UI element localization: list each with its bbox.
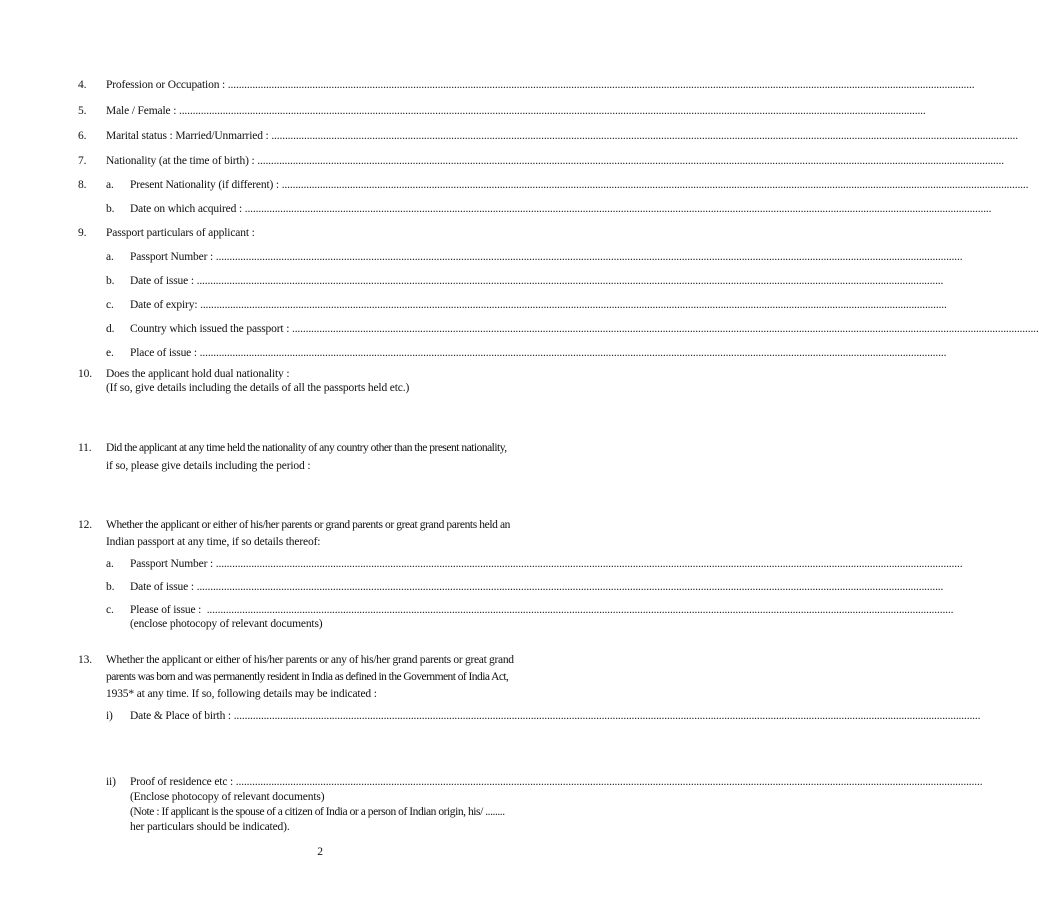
ancestral-date-of-issue-field[interactable]: .................................................................................................................................................................................................................................................................................. xyxy=(196,581,944,593)
ancestral-passport-number-field[interactable]: .................................................................................................................................................................................................................................................................................. xyxy=(215,558,963,570)
item-letter: b. xyxy=(106,581,115,593)
question-number: 6. xyxy=(78,130,87,142)
issuing-country-field[interactable]: .................................................................................................................................................................................................................................................................................. xyxy=(291,323,1039,335)
passport-number-field[interactable]: .................................................................................................................................................................................................................................................................................. xyxy=(215,251,963,263)
passport-particulars-heading: Passport particulars of applicant : xyxy=(106,227,255,239)
question-number: 5. xyxy=(78,105,87,117)
question-number: 7. xyxy=(78,155,87,167)
item-letter: b. xyxy=(106,275,115,287)
date-of-issue-label: Date of issue : xyxy=(130,275,197,287)
item-letter: ii) xyxy=(106,776,116,788)
dual-nationality-instruction: (If so, give details including the details of all the passports held etc.) xyxy=(106,382,410,394)
item-letter: c. xyxy=(106,604,114,616)
item-letter: e. xyxy=(106,347,114,359)
ancestral-passport-instruction: Indian passport at any time, if so details thereof: xyxy=(106,536,321,548)
ancestral-passport-question: Whether the applicant or either of his/her parents or grand parents or great grand parents held an xyxy=(106,519,511,531)
nationality-at-birth-label: Nationality (at the time of birth) : xyxy=(106,155,258,167)
proof-of-residence-label: Proof of residence etc : xyxy=(130,776,236,788)
ancestral-residence-question-cont: parents was born and was permanently resident in India as defined in the Government of India Act, xyxy=(106,671,509,683)
ancestral-residence-instruction: 1935* at any time. If so, following details may be indicated : xyxy=(106,688,377,700)
question-number: 8. xyxy=(78,179,87,191)
date-acquired-field[interactable]: .................................................................................................................................................................................................................................................................................. xyxy=(244,203,992,215)
date-place-of-birth-field[interactable]: .................................................................................................................................................................................................................................................................................. xyxy=(233,710,981,722)
date-of-issue-field[interactable]: .................................................................................................................................................................................................................................................................................. xyxy=(196,275,944,287)
profession-label: Profession or Occupation : xyxy=(106,79,228,91)
item-letter: d. xyxy=(106,323,115,335)
page-number: 2 xyxy=(317,846,323,858)
place-of-issue-label: Place of issue : xyxy=(130,347,200,359)
place-of-issue-field[interactable]: .................................................................................................................................................................................................................................................................................. xyxy=(199,347,947,359)
spouse-note: (Note : If applicant is the spouse of a citizen of India or a person of Indian origin, his/ ........ xyxy=(130,806,505,818)
passport-number-label: Passport Number : xyxy=(130,251,216,263)
date-place-of-birth-label: Date & Place of birth : xyxy=(130,710,234,722)
ancestral-place-of-issue-label: Please of issue : xyxy=(130,604,207,616)
date-of-expiry-field[interactable]: .................................................................................................................................................................................................................................................................................. xyxy=(200,299,947,311)
ancestral-passport-number-label: Passport Number : xyxy=(130,558,216,570)
question-number: 4. xyxy=(78,79,87,91)
item-letter: a. xyxy=(106,179,114,191)
question-number: 11. xyxy=(78,442,92,454)
spouse-note-cont: her particulars should be indicated). xyxy=(130,821,290,833)
date-of-expiry-label: Date of expiry: xyxy=(130,299,201,311)
question-number: 9. xyxy=(78,227,87,239)
issuing-country-label: Country which issued the passport : xyxy=(130,323,292,335)
previous-nationality-instruction: if so, please give details including the period : xyxy=(106,460,311,472)
question-number: 12. xyxy=(78,519,92,531)
dual-nationality-question: Does the applicant hold dual nationality : xyxy=(106,368,290,380)
previous-nationality-question: Did the applicant at any time held the nationality of any country other than the present nationality, xyxy=(106,442,507,454)
item-letter: i) xyxy=(106,710,113,722)
question-number: 10. xyxy=(78,368,92,380)
item-letter: a. xyxy=(106,558,114,570)
marital-status-label: Marital status : Married/Unmarried : xyxy=(106,130,272,142)
marital-status-field[interactable]: .................................................................................................................................................................................................................................................................................. xyxy=(271,130,1018,142)
proof-of-residence-field[interactable]: .................................................................................................................................................................................................................................................................................. xyxy=(235,776,983,788)
present-nationality-field[interactable]: .................................................................................................................................................................................................................................................................................. xyxy=(281,179,1029,191)
profession-field[interactable]: .................................................................................................................................................................................................................................................................................. xyxy=(227,79,975,91)
present-nationality-label: Present Nationality (if different) : xyxy=(130,179,282,191)
sex-label: Male / Female : xyxy=(106,105,179,117)
item-letter: a. xyxy=(106,251,114,263)
enclose-documents-note: (enclose photocopy of relevant documents) xyxy=(130,618,323,630)
ancestral-residence-question: Whether the applicant or either of his/her parents or any of his/her grand parents or great grand xyxy=(106,654,514,666)
enclose-documents-note: (Enclose photocopy of relevant documents) xyxy=(130,791,325,803)
item-letter: b. xyxy=(106,203,115,215)
nationality-at-birth-field[interactable]: .................................................................................................................................................................................................................................................................................. xyxy=(257,155,1004,167)
item-letter: c. xyxy=(106,299,114,311)
ancestral-place-of-issue-field[interactable]: .................................................................................................................................................................................................................................................................................. xyxy=(206,604,954,616)
question-number: 13. xyxy=(78,654,92,666)
ancestral-date-of-issue-label: Date of issue : xyxy=(130,581,197,593)
date-acquired-label: Date on which acquired : xyxy=(130,203,245,215)
sex-field[interactable]: .................................................................................................................................................................................................................................................................................. xyxy=(178,105,926,117)
